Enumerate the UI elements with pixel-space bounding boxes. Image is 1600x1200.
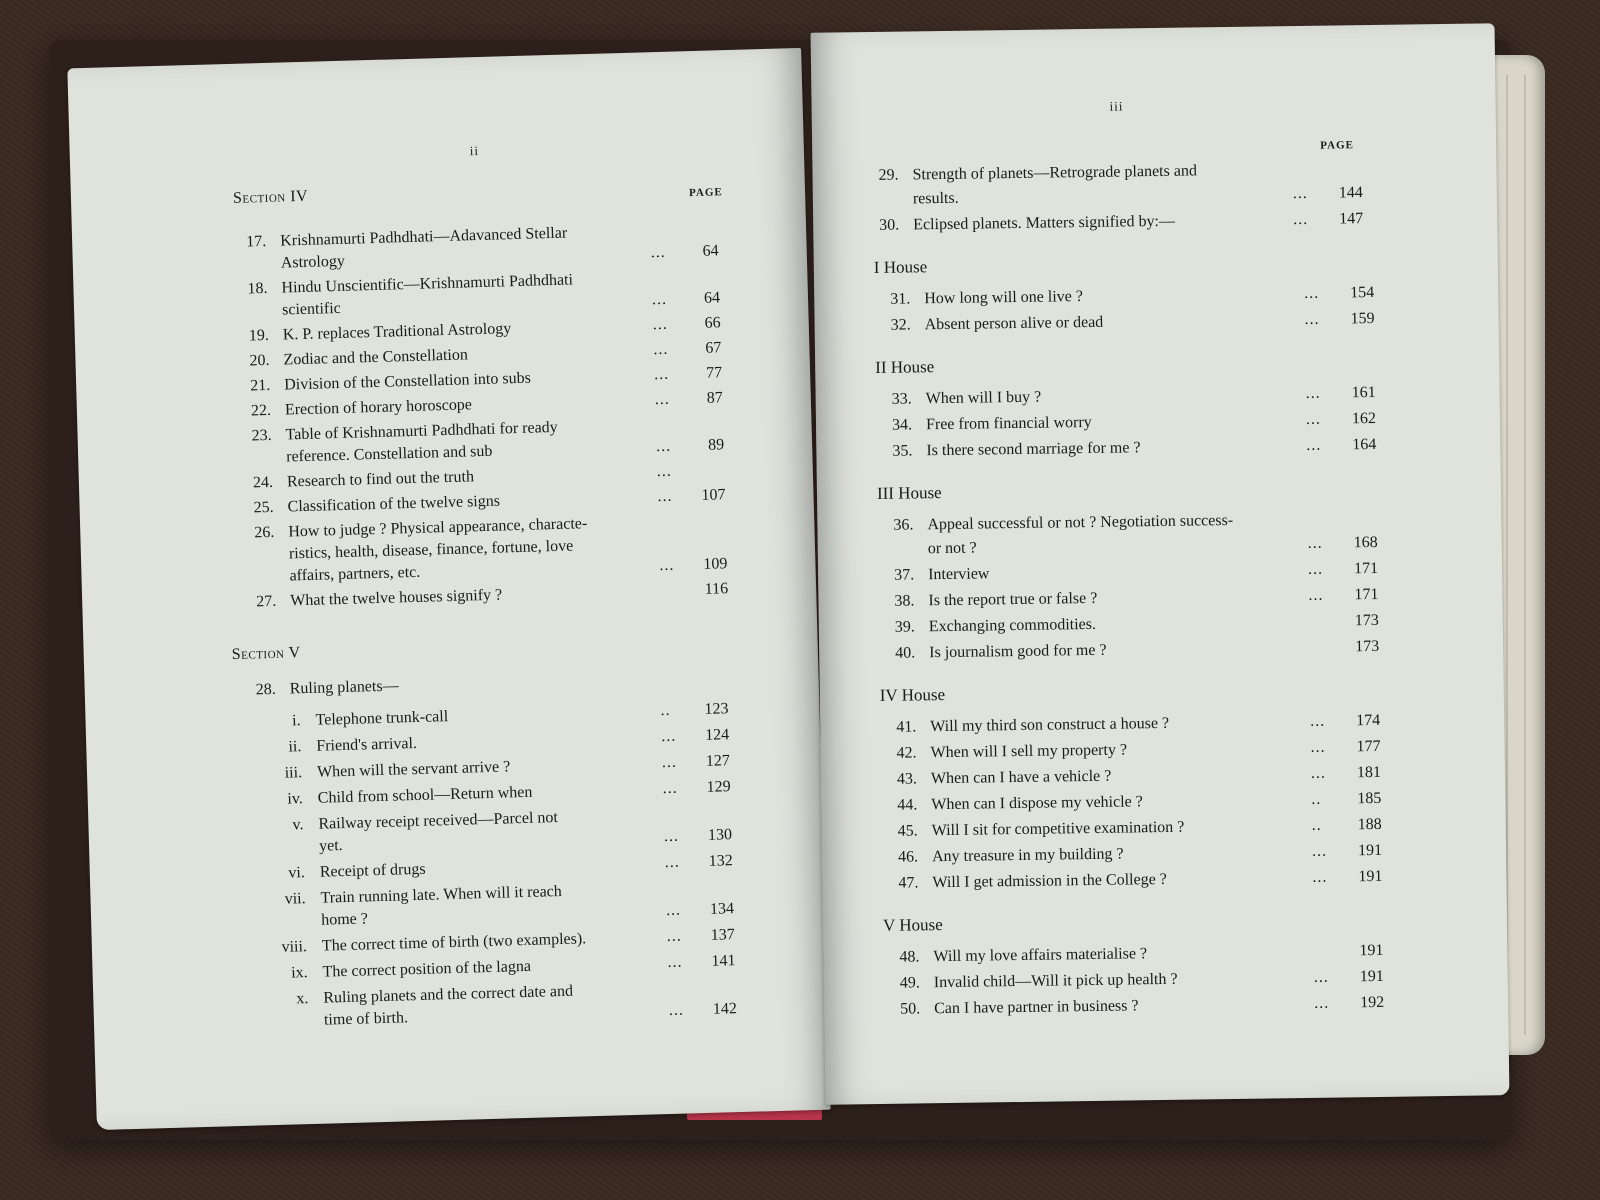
leader-dots: ... (1310, 738, 1326, 756)
entry-number: i. (291, 712, 301, 730)
entry-page-number: 89 (707, 436, 725, 454)
entry-page-number: 191 (1359, 967, 1384, 986)
entry-title: Krishnamurti Padhdhati—Adavanced Stellar Astrology (279, 224, 568, 272)
entry-title: Classification of the twelve signs (287, 492, 501, 516)
entry-page-number: 177 (1356, 737, 1381, 756)
entry-title: The correct time of birth (two examples). (321, 930, 587, 955)
leader-dots: ... (662, 779, 678, 798)
leader-dots: ... (664, 853, 680, 872)
entry-page-number: 173 (1354, 611, 1379, 630)
leader-dots: ... (1308, 586, 1324, 604)
leader-dots: ... (660, 727, 677, 746)
entry-page-number: 142 (712, 1000, 738, 1018)
entry-page-number: 109 (703, 555, 728, 573)
leader-dots: ... (1293, 210, 1309, 229)
leader-dots: ... (650, 243, 666, 262)
section-heading: Section IV (232, 187, 309, 207)
toc-entry (894, 991, 1394, 1022)
entry-number: vii. (284, 890, 306, 908)
leader-dots: ... (659, 556, 675, 575)
entry-page-number: 173 (1355, 637, 1380, 656)
right-page (811, 23, 1510, 1104)
entry-number: 29. (878, 166, 899, 184)
entry-page-number: 191 (1359, 941, 1384, 960)
entry-page-number: 162 (1351, 409, 1377, 428)
entry-title: When will I sell my property ? (930, 741, 1128, 762)
leader-dots: ... (1312, 868, 1328, 886)
entry-title: Appeal successful or not ? Negotiation success- or not ? (927, 511, 1234, 558)
entry-title: When will the servant arrive ? (316, 758, 511, 781)
entry-title: How long will one live ? (924, 288, 1084, 308)
leader-dots: ... (1310, 764, 1327, 782)
entry-number: 21. (250, 376, 271, 395)
entry-title: Any treasure in my building ? (931, 845, 1124, 866)
entry-page-number: 123 (704, 700, 729, 718)
leader-dots: ... (652, 315, 668, 334)
leader-dots: ... (1310, 712, 1326, 730)
entry-title: How to judge ? Physical appearance, characte- ristics, health, disease, finance, fortune, love affairs, partners, etc. (288, 515, 588, 585)
entry-page-number: 188 (1357, 815, 1382, 834)
entry-page-number: 185 (1357, 789, 1382, 808)
entry-page-number: 168 (1353, 533, 1378, 552)
entry-page-number: 191 (1358, 867, 1383, 886)
entry-page-number: 147 (1339, 210, 1364, 228)
entry-number: 40. (895, 644, 916, 662)
house-heading: IV House (879, 685, 946, 705)
leader-dots: ... (1307, 534, 1323, 552)
entry-title: Division of the Constellation into subs (284, 369, 532, 394)
entry-number: 31. (890, 290, 911, 308)
entry-title: Free from financial worry (925, 413, 1092, 434)
entry-page-number: 130 (707, 826, 733, 844)
entry-page-number: 192 (1360, 993, 1385, 1012)
toc-entry (248, 508, 770, 588)
entry-title: Interview (928, 565, 990, 584)
house-heading: I House (873, 257, 928, 277)
entry-number: v. (292, 816, 304, 834)
entry-number: 24. (252, 473, 274, 492)
entry-number: 43. (896, 770, 918, 788)
entry-title: Eclipsed planets. Matters signified by:— (913, 212, 1176, 234)
toc-entry (892, 865, 1392, 896)
entry-title: Invalid child—Will it pick up health ? (933, 970, 1178, 992)
leader-dots: ... (663, 827, 680, 846)
leader-dots: ... (654, 390, 671, 409)
leader-dots: ... (1305, 384, 1321, 402)
entry-title: What the twelve houses signify ? (290, 586, 503, 610)
entry-title: Is there second marriage for me ? (926, 439, 1141, 460)
entry-number: 19. (248, 326, 270, 345)
leader-dots: ... (1313, 968, 1329, 986)
house-heading: II House (875, 357, 935, 377)
entry-number: iv. (287, 790, 304, 808)
toc-entry (889, 635, 1389, 666)
entry-number: 48. (899, 948, 920, 966)
leader-dots: ... (653, 340, 669, 359)
entry-number: 41. (896, 718, 917, 736)
leader-dots: ... (651, 290, 668, 309)
entry-number: 42. (896, 744, 917, 762)
leader-dots: ... (1305, 410, 1322, 428)
entry-number: 50. (900, 1000, 921, 1018)
entry-page-number: 132 (708, 852, 733, 870)
entry-page-number: 161 (1351, 383, 1376, 402)
entry-title: Ruling planets and the correct date and time of birth. (323, 982, 574, 1029)
entry-page-number: 191 (1357, 841, 1383, 860)
entry-title: Absent person alive or dead (924, 313, 1104, 334)
entry-page-number: 164 (1352, 435, 1377, 454)
entry-title: When can I have a vehicle ? (930, 767, 1112, 788)
entry-title: Zodiac and the Constellation (283, 346, 469, 369)
entry-number: ix. (290, 964, 308, 982)
entry-title: Receipt of drugs (319, 860, 426, 881)
entry-title: Railway receipt received—Parcel not yet. (318, 809, 559, 855)
entry-page-number: 127 (705, 752, 731, 770)
entry-number: 46. (897, 848, 919, 866)
toc-entry (249, 666, 749, 702)
entry-title: Telephone trunk-call (315, 708, 449, 729)
entry-number: 49. (899, 974, 920, 992)
entry-title: K. P. replaces Traditional Astrology (282, 320, 512, 344)
entry-title: Exchanging commodities. (928, 615, 1097, 636)
entry-page-number: 107 (701, 486, 726, 504)
entry-page-number: 87 (706, 389, 724, 407)
leader-dots: ... (1314, 994, 1330, 1012)
entry-page-number: 181 (1356, 763, 1382, 782)
entry-number: 38. (894, 592, 915, 610)
leader-dots: ... (1306, 436, 1322, 454)
toc-entry (268, 975, 789, 1034)
leader-dots: ... (1311, 842, 1328, 860)
entry-number: 36. (893, 516, 914, 534)
entry-page-number: 64 (703, 289, 721, 307)
page-column-label: PAGE (688, 186, 723, 200)
entry-title: Research to find out the truth (286, 468, 475, 491)
toc-entry (873, 207, 1373, 238)
section-heading: Section V (231, 644, 301, 664)
leader-dots: ... (657, 487, 673, 506)
toc-entry (872, 157, 1373, 212)
entry-title: When will I buy ? (925, 388, 1042, 408)
entry-page-number: 137 (710, 926, 735, 944)
entry-title: Is journalism good for me ? (929, 641, 1107, 662)
leader-dots: ... (665, 901, 682, 920)
leader-dots: .. (660, 701, 671, 720)
entry-title: Hindu Unscientific—Krishnamurti Padhdhati scientific (281, 271, 574, 319)
page-number: ii (469, 142, 480, 159)
entry-page-number: 174 (1356, 711, 1381, 730)
entry-title: When can I dispose my vehicle ? (931, 793, 1143, 814)
entry-page-number: 77 (705, 364, 723, 382)
entry-title: Will I get admission in the College ? (932, 870, 1167, 892)
entry-page-number: 129 (706, 778, 731, 796)
entry-title: Will my third son construct a house ? (930, 714, 1170, 736)
house-heading: V House (882, 915, 943, 935)
entry-page-number: 144 (1338, 184, 1363, 202)
leader-dots: ... (655, 437, 672, 456)
leader-dots: ... (656, 462, 673, 481)
entry-number: x. (296, 990, 309, 1008)
leader-dots: ... (667, 953, 683, 972)
entry-page-number: 141 (711, 952, 736, 970)
entry-number: 20. (249, 351, 270, 370)
leader-dots: .. (1311, 816, 1322, 834)
leader-dots: ... (1304, 310, 1320, 328)
entry-title: The correct position of the lagna (322, 957, 532, 981)
entry-page-number: 159 (1350, 309, 1375, 328)
entry-title: Strength of planets—Retrograde planets and results. (912, 162, 1198, 208)
leader-dots: ... (661, 753, 678, 772)
entry-title: Train running late. When will it reach home ? (320, 882, 563, 929)
entry-page-number: 124 (704, 726, 730, 744)
entry-page-number: 171 (1354, 585, 1379, 604)
entry-title: Erection of horary horoscope (284, 396, 473, 419)
entry-number: viii. (281, 938, 308, 956)
entry-number: 26. (254, 523, 275, 542)
entry-page-number: 64 (702, 242, 719, 260)
entry-page-number: 67 (705, 339, 722, 357)
entry-title: Will I sit for competitive examination ? (931, 818, 1185, 840)
toc-entry (887, 507, 1388, 562)
entry-number: 34. (891, 416, 913, 434)
entry-page-number: 66 (704, 314, 721, 332)
leader-dots: ... (1304, 284, 1320, 302)
entry-number: 28. (255, 680, 276, 699)
entry-number: 25. (253, 498, 274, 517)
entry-number: 35. (892, 442, 913, 460)
entry-title: Ruling planets— (289, 677, 399, 698)
entry-number: 23. (251, 426, 272, 445)
entry-title: Table of Krishnamurti Padhdhati for ready reference. Constellation and sub (285, 418, 558, 466)
entry-number: 45. (897, 822, 918, 840)
entry-number: 47. (898, 874, 919, 892)
entry-title: Is the report true or false ? (928, 589, 1098, 610)
entry-number: 30. (879, 216, 900, 234)
entry-number: 39. (894, 618, 915, 636)
leader-dots: ... (1292, 184, 1308, 203)
entry-number: vi. (288, 864, 306, 882)
house-heading: III House (876, 483, 942, 503)
leader-dots: .. (1311, 790, 1322, 808)
entry-title: Can I have partner in business ? (934, 997, 1139, 1018)
entry-title: Child from school—Return when (317, 783, 533, 807)
entry-number: 44. (897, 796, 918, 814)
leader-dots: ... (1307, 560, 1324, 578)
page-number: iii (1109, 98, 1124, 114)
entry-page-number: 171 (1353, 559, 1379, 578)
entry-number: ii. (288, 738, 302, 756)
entry-title: Friend's arrival. (316, 734, 418, 755)
entry-number: 22. (250, 401, 272, 420)
toc-entry (884, 307, 1384, 338)
entry-page-number: 134 (709, 900, 735, 918)
entry-number: 17. (245, 232, 267, 251)
entry-page-number: 116 (704, 580, 729, 598)
left-page (67, 48, 830, 1130)
entry-number: 27. (256, 592, 277, 611)
entry-title: Will my love affairs materialise ? (933, 945, 1148, 966)
leader-dots: ... (653, 365, 670, 384)
entry-number: iii. (284, 764, 303, 782)
toc-entry (886, 433, 1386, 464)
entry-number: 37. (894, 566, 915, 584)
entry-number: 32. (890, 316, 911, 334)
entry-number: 18. (247, 279, 268, 298)
leader-dots: ... (666, 927, 683, 946)
entry-page-number: 154 (1350, 283, 1375, 302)
page-column-label: PAGE (1320, 139, 1355, 152)
leader-dots: ... (668, 1001, 685, 1020)
entry-number: 33. (891, 390, 912, 408)
